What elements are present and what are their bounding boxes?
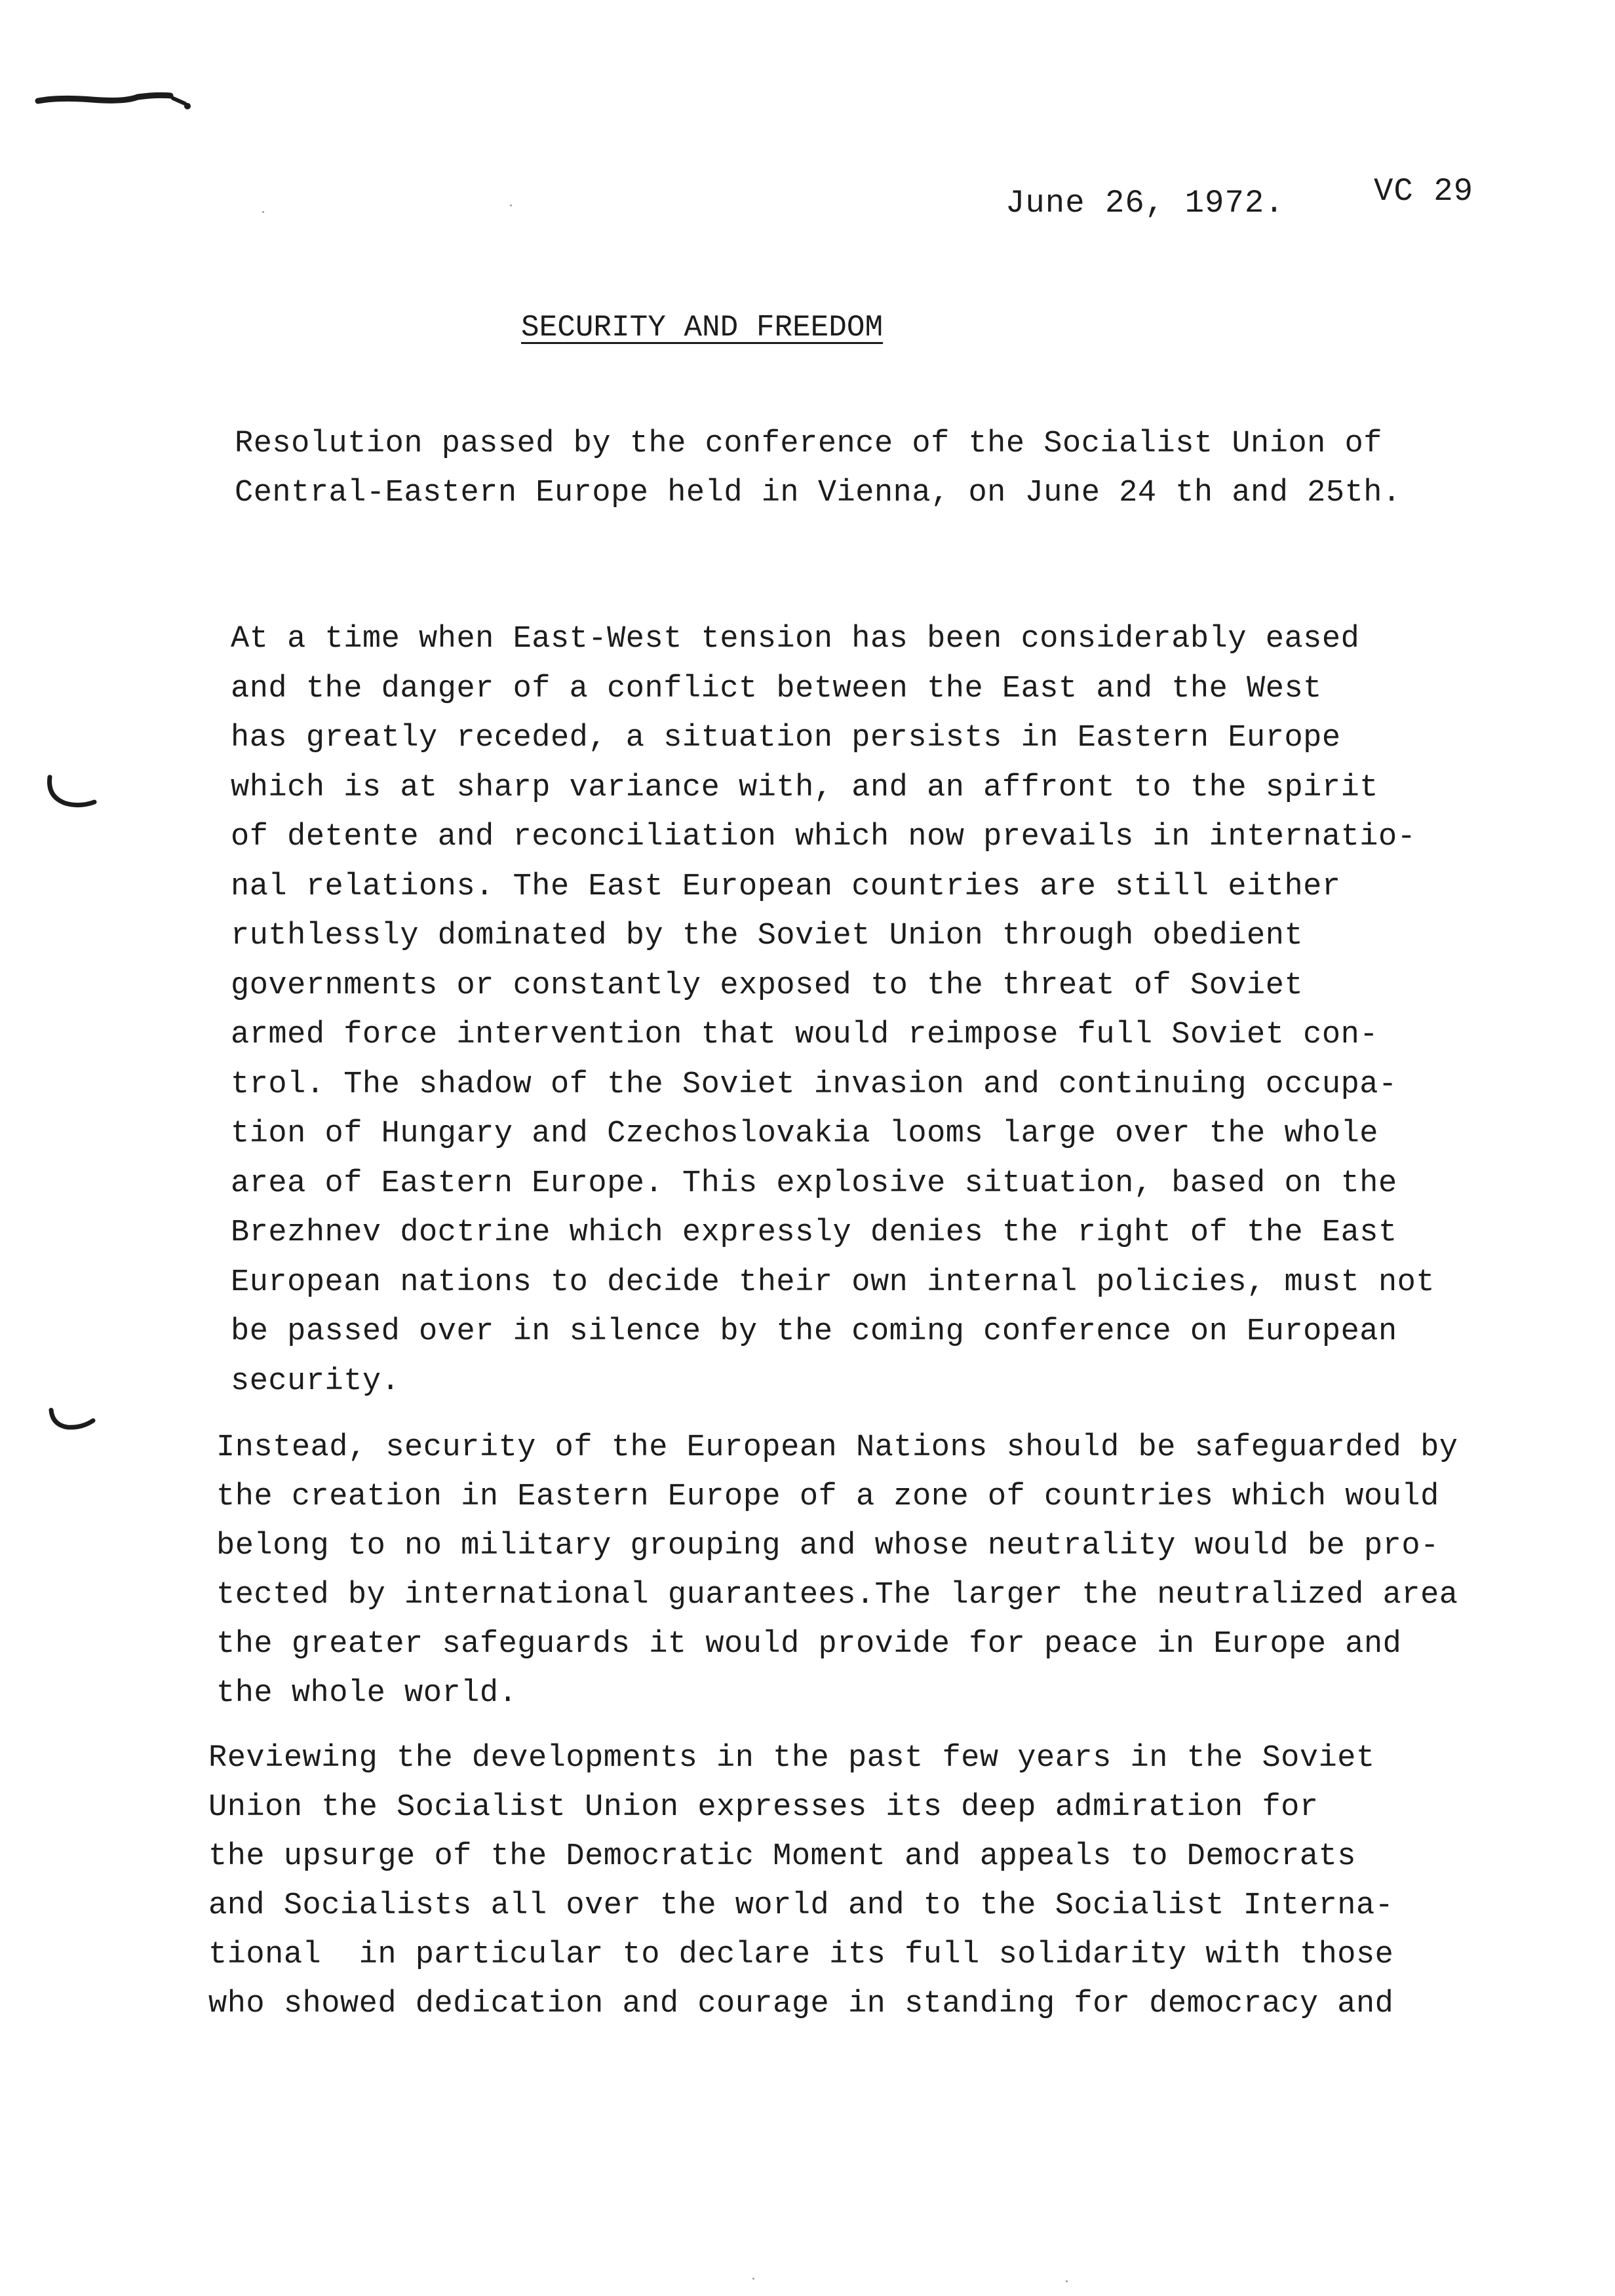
pen-stroke-mark xyxy=(33,86,197,113)
intro-paragraph: Resolution passed by the conference of the Socialist Union of Central-Eastern Europe held in Vienna, on June 24 th and 25th. xyxy=(235,427,1401,510)
paper-speck xyxy=(1066,2280,1068,2282)
paper-speck xyxy=(752,2278,754,2280)
paper-speck xyxy=(510,204,512,206)
document-date: June 26, 1972. xyxy=(1005,185,1285,221)
margin-bracket-mark xyxy=(46,773,98,813)
body-paragraph-2: Instead, security of the European Nations should be safeguarded by the creation in Eastern Europe of a zone of countries which would belong to no military grouping and whose neutrality would be pro- tected by international guarantees.The larger the neutralized area the greater safeguards it would provide for peace in Europe and the whole world. xyxy=(216,1430,1458,1711)
paper-speck xyxy=(262,211,264,213)
body-paragraph-1: At a time when East-West tension has been considerably eased and the danger of a conflict between the East and the West has greatly receded, a situation persists in Eastern Europe which is at sharp variance with, and an affront to the spirit of detente and reconciliation which now prevails in internatio- nal relations. The East European countries are still either ruthlessly dominated by the Soviet Union through obedient governments or constantly exposed to the threat of Soviet armed force intervention that would reimpose full Soviet con- trol. The shadow of the Soviet invasion and continuing occupa- tion of Hungary and Czechoslovakia looms large over the whole area of Eastern Europe. This explosive situation, based on the Brezhnev doctrine which expressly denies the right of the East European nations to decide their own internal policies, must not be passed over in silence by the coming conference on European security. xyxy=(231,622,1435,1399)
body-paragraph-3: Reviewing the developments in the past few years in the Soviet Union the Socialist Union expresses its deep admiration for the upsurge of the Democratic Moment and appeals to Democrats and Socialists all over the world and to the Socialist Interna- tional in particular to declare its full solidarity with those who showed dedication and courage in standing for democracy and xyxy=(208,1741,1394,2021)
margin-bracket-mark xyxy=(47,1407,100,1447)
document-title: SECURITY AND FREEDOM xyxy=(521,311,884,345)
document-reference: VC 29 xyxy=(1374,173,1474,210)
